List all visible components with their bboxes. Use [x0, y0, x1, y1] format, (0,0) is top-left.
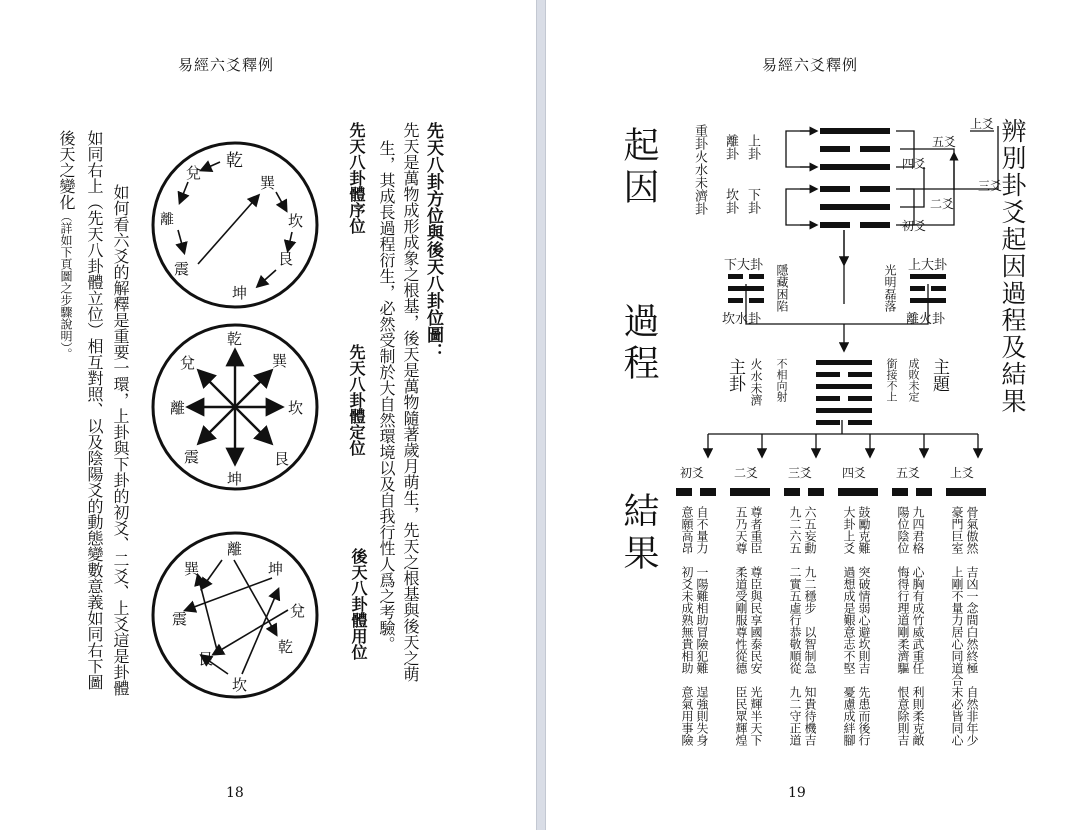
main-gua-name: 火水未濟 — [749, 358, 763, 406]
left-page — [0, 0, 536, 830]
c1-li-label: 離 — [160, 212, 174, 228]
yao-label-wu: 五爻 — [932, 135, 957, 149]
c2-gen-label: 艮 — [274, 450, 290, 468]
outcome-text: 意氣用事險 — [680, 686, 694, 746]
lower-big-gua-name: 坎水卦 — [722, 312, 762, 327]
c1-kan-label: 坎 — [288, 212, 304, 230]
c2-zhen-label: 震 — [184, 448, 200, 466]
outcome-text: 六五妄動 — [803, 506, 817, 554]
lower-trigram-name: 坎卦 — [723, 188, 738, 214]
outcome-text: 居心同道合 — [950, 626, 964, 686]
c3-kan-label: 坎 — [232, 676, 248, 694]
outcome-text: 鼓勵克難 — [857, 506, 871, 554]
para2-col1: 如何看六爻的解釋是重要一環，上卦與下卦的初爻、二爻、上爻這是卦體 — [111, 184, 130, 696]
page-number-left: 18 — [226, 785, 244, 801]
para2-col2: 如同右上（先天八卦體立位）相互對照、以及陰陽爻的動態變數意義如同右下圖 — [85, 130, 104, 690]
c2-xun-label: 巽 — [272, 352, 288, 370]
main-gua-label: 主卦 — [725, 358, 745, 392]
outcome-yao-label: 上爻 — [950, 466, 975, 480]
c3-qian-label: 乾 — [278, 638, 294, 656]
outcome-text: 尊者重臣 — [749, 506, 763, 554]
outcome-yao-label: 四爻 — [842, 466, 867, 480]
yao-label-san: 三爻 — [978, 179, 1003, 193]
running-header-right: 易經六爻釋例 — [762, 56, 859, 74]
outcome-text: 意志不堅 — [842, 626, 856, 674]
c1-zhen-label: 震 — [174, 260, 190, 278]
outcome-text: 大卦上爻 — [842, 506, 856, 554]
outcome-text: 憂慮成絆腳 — [842, 686, 856, 746]
lower-big-gua-note: 隱藏困陷 — [775, 264, 789, 312]
outcome-text: 臣民眾輝煌 — [734, 686, 748, 746]
outcome-text: 初爻未成熟 — [680, 566, 694, 626]
book-gutter — [536, 0, 546, 830]
outcome-text: 恨意除則吉 — [896, 686, 910, 746]
c2-qian-label: 乾 — [227, 330, 243, 348]
c2-dui-label: 兌 — [180, 354, 196, 372]
outcome-text: 九四君格 — [911, 506, 925, 554]
c2-li-label: 離 — [170, 399, 186, 417]
circle-xiantian-ti-xu — [150, 140, 320, 310]
circle-houtian-ti-yong — [150, 530, 320, 700]
c3-li-label: 離 — [227, 540, 243, 558]
yao-label-si: 四爻 — [902, 157, 927, 171]
outcome-text: 悔得行理道 — [896, 566, 910, 626]
c3-gen-label: 艮 — [198, 650, 214, 668]
c2-kan-label: 坎 — [288, 399, 304, 417]
outcome-yao-line — [946, 488, 986, 496]
outcome-text: 骨氣傲然 — [965, 506, 979, 554]
upper-trigram-name: 離卦 — [723, 134, 738, 160]
zhonggua-label: 重卦火水未濟卦 — [692, 124, 707, 215]
outcome-text: 知貴待機吉 — [803, 686, 817, 746]
main-theme: 主題 — [929, 358, 949, 392]
c3-zhen-label: 震 — [172, 610, 188, 628]
para2-col3 — [58, 130, 74, 360]
outcome-yao-line — [892, 488, 932, 496]
outcome-text: 自然非年少 — [965, 686, 979, 746]
outcome-text: 無貴相助 — [680, 626, 694, 674]
outcome-text: 意願高昂 — [680, 506, 694, 554]
upper-big-gua-label: 上大卦 — [908, 258, 948, 273]
process-flow-lines — [672, 224, 992, 364]
section-guocheng: 過程 — [618, 302, 659, 386]
yao-label-er: 二爻 — [930, 197, 955, 211]
section1-text-col2: 生，其成長過程衍生，必然受制於大自然環境以及自我行性人爲之考驗。 — [377, 140, 396, 652]
section-jieguo: 結果 — [618, 492, 659, 576]
outcome-text: 九二穩步 — [803, 566, 817, 614]
outcome-text: 上剛不量力 — [950, 566, 964, 626]
c3-xun-label: 巽 — [184, 560, 200, 578]
running-header-left: 易經六爻釋例 — [178, 56, 275, 74]
outcome-text: 陽位陰位 — [896, 506, 910, 554]
lower-big-gua-label: 下大卦 — [724, 258, 764, 273]
note-bu-xiang: 不相向射 — [775, 358, 788, 402]
right-page — [546, 0, 1081, 830]
c1-gen-label: 艮 — [278, 250, 294, 268]
outcome-text: 尊性從德 — [734, 626, 748, 674]
upper-big-gua-name: 離火卦 — [906, 312, 946, 327]
outcome-text: 末必皆同心 — [950, 686, 964, 746]
outcome-text: 自不量力 — [695, 506, 709, 554]
outcome-text: 光輝半天下 — [749, 686, 763, 746]
outcome-text: 一陽難相助 — [695, 566, 709, 626]
outcome-text: 利則柔克敵 — [911, 686, 925, 746]
yao-label-shang: 上爻 — [970, 117, 995, 131]
yao-label-chu: 初爻 — [902, 219, 927, 233]
outcome-text: 突破情弱心 — [857, 566, 871, 626]
main-title: 辨別卦爻起因過程及結果 — [998, 118, 1027, 415]
outcome-text: 逞強則失身 — [695, 686, 709, 746]
outcome-text: 國泰民安 — [749, 626, 763, 674]
c3-kun-label: 坤 — [268, 560, 284, 578]
outcome-yao-line — [838, 488, 878, 496]
page-number-right: 19 — [788, 785, 806, 801]
outcome-yao-line — [676, 488, 716, 496]
outcome-text: 吉凶一念間 — [965, 566, 979, 626]
outcome-text: 冒險犯難 — [695, 626, 709, 674]
section-qiyin: 起因 — [618, 126, 659, 210]
outcome-text: 威武重任 — [911, 626, 925, 674]
outcome-text: 恭敬順從 — [788, 626, 802, 674]
c1-dui-label: 兌 — [186, 164, 202, 182]
c1-kun-label: 坤 — [232, 284, 248, 302]
c1-qian-label: 乾 — [226, 151, 243, 171]
note-cheng-bai: 成敗未定 — [907, 358, 920, 402]
outcome-text: 過想成是艱 — [842, 566, 856, 626]
para2-col3-note: （詳如下頁圖之步驟說明）。 — [59, 210, 73, 360]
lower-trigram-pos: 下卦 — [745, 188, 760, 214]
outcome-text: 心胸有成竹 — [911, 566, 925, 626]
hexagram-weiji-diagram — [764, 110, 1024, 240]
outcome-text: 以智制急 — [803, 626, 817, 674]
section1-text-col1: 先天是萬物成形成象之根基，後天是萬物隨著歲月萌生，先天之根基與後天之萌 — [401, 122, 420, 682]
upper-trigram-pos: 上卦 — [745, 134, 760, 160]
circle-xiantian-ti-ding — [150, 322, 320, 492]
outcome-text: 剛柔濟驅 — [896, 626, 910, 674]
label-xiantian-ti-ding: 先天八卦體定位 — [347, 344, 366, 456]
outcome-text: 避坎則吉 — [857, 626, 871, 674]
c3-dui-label: 兌 — [290, 602, 306, 620]
section1-title: 先天八卦方位與後天八卦位圖： — [423, 122, 443, 360]
outcome-yao-line — [730, 488, 770, 496]
label-xiantian-ti-xu: 先天八卦體序位 — [347, 122, 366, 234]
outcome-text: 豪門巨室 — [950, 506, 964, 554]
outcome-yao-label: 初爻 — [680, 466, 705, 480]
c1-xun-label: 巽 — [260, 174, 276, 192]
outcome-text: 柔道受剛服 — [734, 566, 748, 626]
outcome-text: 白然終極 — [965, 626, 979, 674]
outcome-yao-label: 三爻 — [788, 466, 813, 480]
outcome-text: 先患而後行 — [857, 686, 871, 746]
outcome-yao-label: 二爻 — [734, 466, 759, 480]
outcome-text: 九二六五 — [788, 506, 802, 554]
label-houtian-ti-yong: 後天八卦體用位 — [349, 548, 368, 660]
branch-arrows — [682, 420, 1002, 470]
outcome-text: 五乃天尊 — [734, 506, 748, 554]
outcome-yao-line — [784, 488, 824, 496]
note-xian-jie: 銜接不上 — [885, 358, 898, 402]
outcome-text: 尊臣與民享 — [749, 566, 763, 626]
outcome-text: 九二守正道 — [788, 686, 802, 746]
upper-big-gua-note: 光明磊落 — [883, 264, 897, 312]
outcome-text: 二實五虛行 — [788, 566, 802, 626]
para2-col3-main: 後天之變化 — [57, 130, 76, 210]
c2-kun-label: 坤 — [227, 470, 243, 488]
outcome-yao-label: 五爻 — [896, 466, 921, 480]
